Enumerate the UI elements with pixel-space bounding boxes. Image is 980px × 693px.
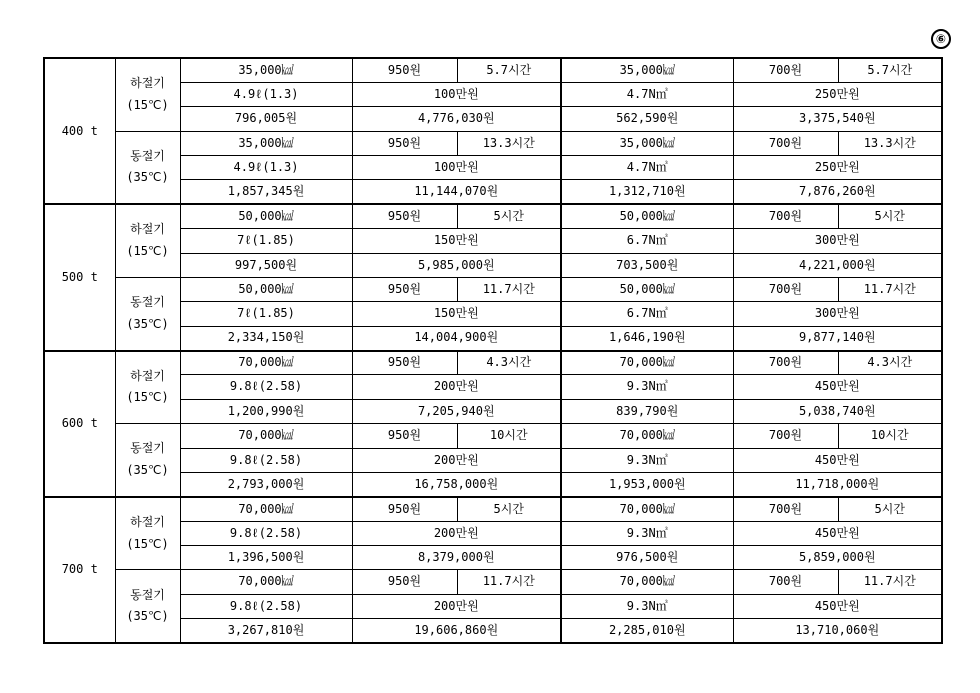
table-cell: 950원 [352, 277, 457, 301]
table-cell: 50,000㎉ [561, 277, 733, 301]
table-cell: 562,590원 [561, 107, 733, 131]
season-temp: (15℃) [126, 97, 169, 112]
table-cell: 35,000㎉ [180, 131, 352, 155]
table-cell: 1,857,345원 [180, 180, 352, 204]
table-cell: 997,500원 [180, 253, 352, 277]
table-cell: 100만원 [352, 156, 561, 180]
table-cell: 796,005원 [180, 107, 352, 131]
season-cell [115, 131, 180, 204]
table-cell: 839,790원 [561, 399, 733, 423]
table-cell: 5,985,000원 [352, 253, 561, 277]
table-cell: 5시간 [457, 497, 561, 521]
table-row [44, 58, 942, 82]
table-cell: 7,205,940원 [352, 399, 561, 423]
table-cell: 9.3N㎥ [561, 594, 733, 618]
table-cell: 35,000㎉ [561, 58, 733, 82]
table-cell: 4,221,000원 [733, 253, 942, 277]
table-cell: 300만원 [733, 302, 942, 326]
table-cell: 4.7N㎥ [561, 156, 733, 180]
table-cell: 4.9ℓ(1.3) [180, 156, 352, 180]
table-cell: 950원 [352, 204, 457, 228]
table-cell: 1,646,190원 [561, 326, 733, 350]
table-cell: 5시간 [457, 204, 561, 228]
season-name: 동절기 [130, 295, 165, 310]
table-cell: 9.8ℓ(2.58) [180, 375, 352, 399]
table-cell: 200만원 [352, 521, 561, 545]
table-cell: 1,312,710원 [561, 180, 733, 204]
table-cell: 950원 [352, 58, 457, 82]
season-cell [115, 570, 180, 643]
table-cell: 13,710,060원 [733, 619, 942, 643]
table-cell: 9.8ℓ(2.58) [180, 448, 352, 472]
season-temp: (35℃) [126, 170, 169, 185]
table-cell: 2,285,010원 [561, 619, 733, 643]
table-row [44, 131, 942, 155]
table-cell: 950원 [352, 131, 457, 155]
table-cell: 450만원 [733, 448, 942, 472]
season-temp: (35℃) [126, 462, 169, 477]
season-cell [115, 351, 180, 424]
table-cell: 700원 [733, 204, 838, 228]
table-cell: 16,758,000원 [352, 472, 561, 496]
table-cell: 70,000㎉ [180, 497, 352, 521]
table-row [44, 570, 942, 594]
table-cell: 950원 [352, 424, 457, 448]
table-cell: 976,500원 [561, 546, 733, 570]
table-cell: 950원 [352, 351, 457, 375]
season-name: 하절기 [130, 514, 165, 529]
table-cell: 450만원 [733, 375, 942, 399]
table-cell: 5.7시간 [838, 58, 942, 82]
table-cell: 703,500원 [561, 253, 733, 277]
table-cell: 2,334,150원 [180, 326, 352, 350]
table-cell: 700원 [733, 58, 838, 82]
table-cell: 1,200,990원 [180, 399, 352, 423]
table-cell: 200만원 [352, 448, 561, 472]
season-cell [115, 204, 180, 277]
table-cell: 5시간 [838, 497, 942, 521]
table-cell: 10시간 [838, 424, 942, 448]
table-cell: 11,718,000원 [733, 472, 942, 496]
table-cell: 70,000㎉ [561, 351, 733, 375]
table-row [44, 351, 942, 375]
table-cell: 9.3N㎥ [561, 521, 733, 545]
table-cell: 200만원 [352, 375, 561, 399]
table-cell: 11.7시간 [838, 277, 942, 301]
table-cell: 4.3시간 [838, 351, 942, 375]
table-cell: 7ℓ(1.85) [180, 229, 352, 253]
table-cell: 70,000㎉ [180, 570, 352, 594]
table-cell: 11.7시간 [457, 277, 561, 301]
season-name: 동절기 [130, 587, 165, 602]
table-cell: 7,876,260원 [733, 180, 942, 204]
table-cell: 450만원 [733, 594, 942, 618]
season-temp: (15℃) [126, 244, 169, 259]
table-cell: 950원 [352, 570, 457, 594]
season-temp: (15℃) [126, 390, 169, 405]
table-cell: 9.3N㎥ [561, 448, 733, 472]
table-cell: 6.7N㎥ [561, 229, 733, 253]
season-temp: (35℃) [126, 316, 169, 331]
table-cell: 700원 [733, 351, 838, 375]
table-cell: 300만원 [733, 229, 942, 253]
table-cell: 70,000㎉ [561, 424, 733, 448]
table-cell: 70,000㎉ [561, 570, 733, 594]
page-number: ⑥ [931, 29, 951, 49]
table-cell: 9,877,140원 [733, 326, 942, 350]
table-cell: 19,606,860원 [352, 619, 561, 643]
table-cell: 700원 [733, 424, 838, 448]
table-cell: 10시간 [457, 424, 561, 448]
table-row [44, 424, 942, 448]
capacity-cell: 600 t [44, 351, 115, 497]
table-cell: 5,859,000원 [733, 546, 942, 570]
table-cell: 11,144,070원 [352, 180, 561, 204]
table-cell: 4.9ℓ(1.3) [180, 82, 352, 106]
table-cell: 700원 [733, 570, 838, 594]
capacity-cell: 700 t [44, 497, 115, 643]
table-cell: 5,038,740원 [733, 399, 942, 423]
season-temp: (35℃) [126, 609, 169, 624]
cost-comparison-table [43, 57, 943, 644]
table-cell: 13.3시간 [838, 131, 942, 155]
table-cell: 6.7N㎥ [561, 302, 733, 326]
table-cell: 3,375,540원 [733, 107, 942, 131]
table-cell: 70,000㎉ [561, 497, 733, 521]
table-cell: 11.7시간 [457, 570, 561, 594]
capacity-cell: 500 t [44, 204, 115, 350]
table-cell: 150만원 [352, 302, 561, 326]
table-cell: 35,000㎉ [561, 131, 733, 155]
season-cell [115, 58, 180, 131]
season-name: 하절기 [130, 368, 165, 383]
season-cell [115, 277, 180, 350]
table-cell: 50,000㎉ [561, 204, 733, 228]
season-temp: (15℃) [126, 536, 169, 551]
table-cell: 11.7시간 [838, 570, 942, 594]
season-name: 동절기 [130, 441, 165, 456]
table-cell: 4.7N㎥ [561, 82, 733, 106]
table-cell: 9.3N㎥ [561, 375, 733, 399]
table-cell: 4.3시간 [457, 351, 561, 375]
season-name: 하절기 [130, 76, 165, 91]
table-cell: 700원 [733, 131, 838, 155]
table-cell: 450만원 [733, 521, 942, 545]
table-cell: 9.8ℓ(2.58) [180, 594, 352, 618]
table-cell: 250만원 [733, 82, 942, 106]
table-cell: 700원 [733, 497, 838, 521]
table-cell: 950원 [352, 497, 457, 521]
table-cell: 5.7시간 [457, 58, 561, 82]
table-cell: 1,396,500원 [180, 546, 352, 570]
season-name: 동절기 [130, 148, 165, 163]
table-row [44, 497, 942, 521]
season-name: 하절기 [130, 222, 165, 237]
table-cell: 200만원 [352, 594, 561, 618]
table-cell: 35,000㎉ [180, 58, 352, 82]
table-cell: 5시간 [838, 204, 942, 228]
season-cell [115, 497, 180, 570]
table-cell: 100만원 [352, 82, 561, 106]
table-cell: 50,000㎉ [180, 277, 352, 301]
table-cell: 14,004,900원 [352, 326, 561, 350]
table-row [44, 277, 942, 301]
capacity-cell: 400 t [44, 58, 115, 204]
table-cell: 7ℓ(1.85) [180, 302, 352, 326]
table-cell: 9.8ℓ(2.58) [180, 521, 352, 545]
table-cell: 70,000㎉ [180, 424, 352, 448]
table-cell: 8,379,000원 [352, 546, 561, 570]
table-row [44, 204, 942, 228]
table-cell: 4,776,030원 [352, 107, 561, 131]
table-cell: 1,953,000원 [561, 472, 733, 496]
table-cell: 50,000㎉ [180, 204, 352, 228]
table-cell: 13.3시간 [457, 131, 561, 155]
table-cell: 150만원 [352, 229, 561, 253]
table-cell: 3,267,810원 [180, 619, 352, 643]
table-cell: 700원 [733, 277, 838, 301]
season-cell [115, 424, 180, 497]
table-cell: 70,000㎉ [180, 351, 352, 375]
table-cell: 250만원 [733, 156, 942, 180]
table-cell: 2,793,000원 [180, 472, 352, 496]
